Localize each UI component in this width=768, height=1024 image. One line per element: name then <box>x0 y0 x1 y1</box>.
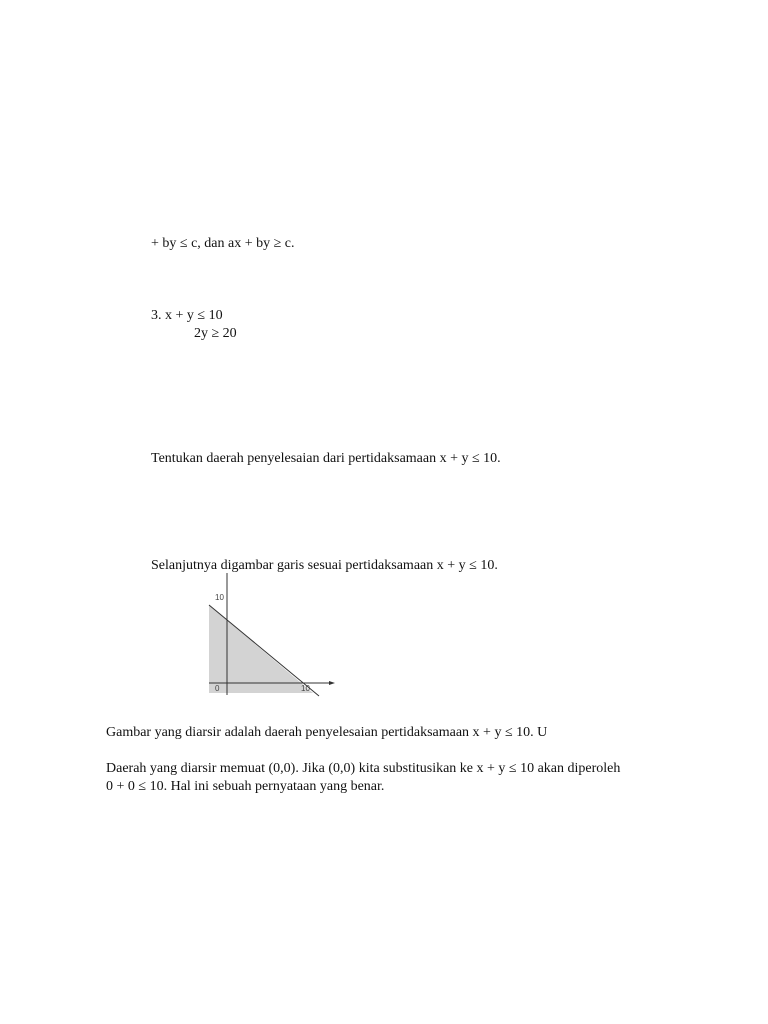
conclusion-line: Gambar yang diarsir adalah daerah penyelesaian pertidaksamaan x + y ≤ 10. U <box>106 725 548 740</box>
draw-line-sentence: Selanjutnya digambar garis sesuai pertidaksamaan x + y ≤ 10. <box>151 558 498 573</box>
x-axis-arrowhead <box>329 681 335 685</box>
item-3-first-inequality: 3. x + y ≤ 10 <box>151 308 223 323</box>
explanation-line-2: 0 + 0 ≤ 10. Hal ini sebuah pernyataan yang benar. <box>106 779 385 794</box>
instruction-line: Tentukan daerah penyelesaian dari pertidaksamaan x + y ≤ 10. <box>151 451 501 466</box>
solution-region-graph <box>205 573 340 698</box>
x-tick-label: 10 <box>301 684 310 693</box>
item-3-second-inequality: 2y ≥ 20 <box>194 326 237 341</box>
y-tick-label: 10 <box>215 593 224 602</box>
origin-label: 0 <box>215 684 220 693</box>
explanation-line-1: Daerah yang diarsir memuat (0,0). Jika (0,0) kita substitusikan ke x + y ≤ 10 akan diperoleh <box>106 761 621 776</box>
text-line-1: + by ≤ c, dan ax + by ≥ c. <box>151 236 295 251</box>
